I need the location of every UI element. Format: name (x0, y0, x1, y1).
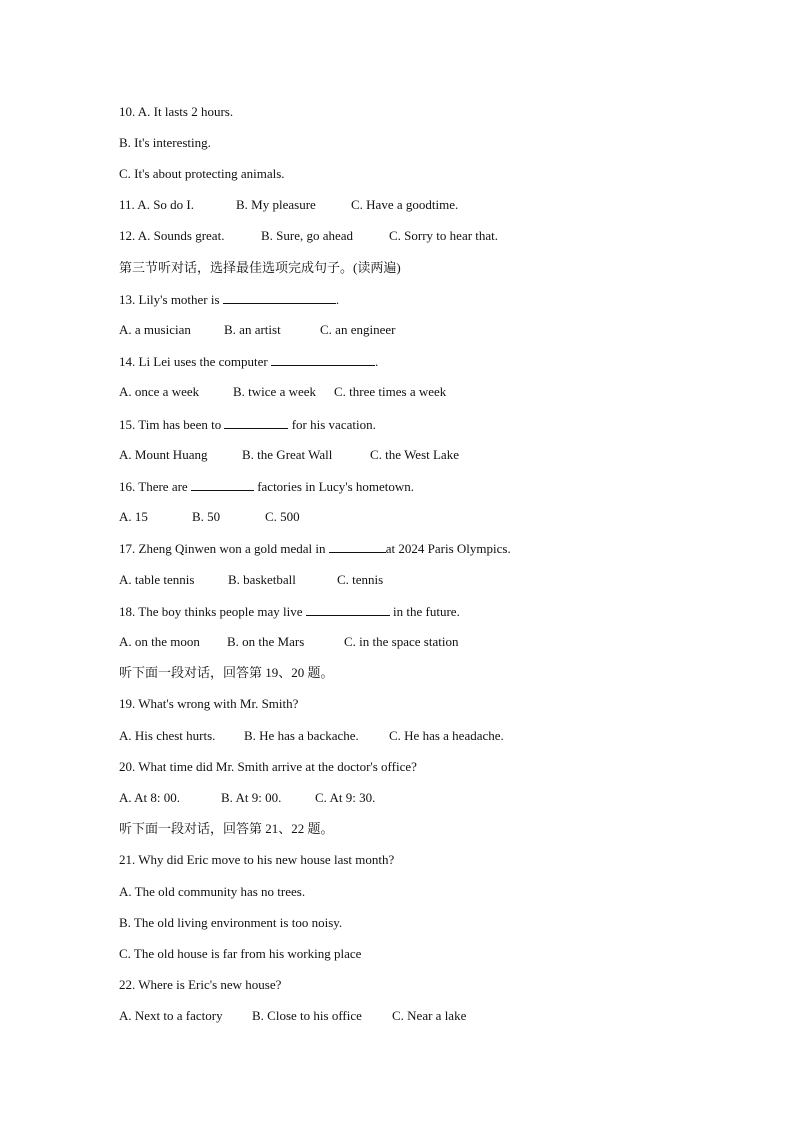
q17-text: 17. Zheng Qinwen won a gold medal in (119, 541, 329, 556)
q17-option-b: B. basketball (228, 572, 296, 587)
q11-option-a: 11. A. So do I. (119, 197, 194, 212)
q21-option-b: B. The old living environment is too noisy. (119, 915, 343, 930)
q13-option-a: A. a musician (119, 322, 191, 337)
q22-option-a: A. Next to a factory (119, 1008, 223, 1023)
q14-question (119, 353, 378, 369)
q10-option-c: C. It's about protecting animals. (119, 166, 285, 181)
q11-option-c: C. Have a goodtime. (351, 197, 459, 212)
q13-blank (223, 291, 336, 304)
q16-option-c: C. 500 (265, 509, 300, 524)
q12-options (119, 228, 498, 244)
q16-option-a: A. 15 (119, 509, 148, 524)
q10-option-a: 10. A. It lasts 2 hours. (119, 104, 234, 119)
q16-blank (191, 478, 254, 491)
q18-question (119, 603, 460, 619)
q18-option-a: A. on the moon (119, 634, 200, 649)
q19-options (119, 728, 504, 744)
q14-option-a: A. once a week (119, 384, 200, 399)
q16-option-b: B. 50 (192, 509, 221, 524)
q13-option-c: C. an engineer (320, 322, 396, 337)
q19-option-a: A. His chest hurts. (119, 728, 216, 743)
q21-question: 21. Why did Eric move to his new house last month? (119, 852, 395, 867)
q17-blank (329, 540, 386, 553)
q17-option-a: A. table tennis (119, 572, 195, 587)
q19-option-b: B. He has a backache. (244, 728, 359, 743)
q18-option-c: C. in the space station (344, 634, 459, 649)
q15-text: 15. Tim has been to (119, 417, 225, 432)
q13-text: 13. Lily's mother is (119, 292, 223, 307)
section-3-heading: 第三节听对话，选择最佳选项完成句子。(读两遍) (119, 260, 401, 275)
q11-option-b: B. My pleasure (236, 197, 316, 212)
q18-end: in the future. (389, 604, 460, 619)
q13-question (119, 291, 339, 307)
q15-option-a: A. Mount Huang (119, 447, 208, 462)
q14-end: . (375, 354, 379, 369)
q21-option-a: A. The old community has no trees. (119, 884, 306, 899)
q15-question (119, 416, 376, 432)
q14-options (119, 384, 446, 400)
q14-option-b: B. twice a week (233, 384, 317, 399)
q17-option-c: C. tennis (337, 572, 384, 587)
q10-option-b: B. It's interesting. (119, 135, 211, 150)
q13-options (119, 322, 395, 338)
q17-question (119, 540, 511, 556)
q17-options (119, 572, 383, 588)
q15-end: for his vacation. (288, 417, 376, 432)
q16-question (119, 478, 414, 494)
q12-option-a: 12. A. Sounds great. (119, 228, 225, 243)
q20-options (119, 790, 375, 806)
q21-option-c: C. The old house is far from his working place (119, 946, 362, 961)
q18-blank (306, 603, 390, 616)
q17-end: at 2024 Paris Olympics. (385, 541, 511, 556)
q22-option-b: B. Close to his office (252, 1008, 362, 1023)
q16-text: 16. There are (119, 479, 191, 494)
q15-blank (224, 416, 288, 429)
q12-option-c: C. Sorry to hear that. (389, 228, 499, 243)
q19-option-c: C. He has a headache. (389, 728, 504, 743)
q14-text: 14. Li Lei uses the computer (119, 354, 271, 369)
q12-option-b: B. Sure, go ahead (261, 228, 354, 243)
q18-option-b: B. on the Mars (227, 634, 305, 649)
q19-question: 19. What's wrong with Mr. Smith? (119, 696, 299, 711)
q18-text: 18. The boy thinks people may live (119, 604, 306, 619)
q22-option-c: C. Near a lake (392, 1008, 467, 1023)
dialogue-21-22-heading: 听下面一段对话，回答第 21、22 题。 (119, 821, 334, 836)
q15-options (119, 447, 459, 463)
q20-question: 20. What time did Mr. Smith arrive at the doctor's office? (119, 759, 417, 774)
q14-option-c: C. three times a week (334, 384, 447, 399)
q22-options (119, 1008, 466, 1024)
q14-blank (271, 353, 375, 366)
q22-question: 22. Where is Eric's new house? (119, 977, 282, 992)
q11-options (119, 197, 458, 213)
q18-options (119, 634, 458, 650)
q13-end: . (335, 292, 340, 307)
q13-option-b: B. an artist (224, 322, 281, 337)
q16-options (119, 509, 300, 525)
dialogue-19-20-heading: 听下面一段对话，回答第 19、20 题。 (119, 665, 334, 680)
q20-option-a: A. At 8: 00. (119, 790, 181, 805)
q20-option-b: B. At 9: 00. (221, 790, 282, 805)
q20-option-c: C. At 9: 30. (315, 790, 376, 805)
q16-end: factories in Lucy's hometown. (253, 479, 415, 494)
q15-option-b: B. the Great Wall (242, 447, 333, 462)
q15-option-c: C. the West Lake (370, 447, 459, 462)
